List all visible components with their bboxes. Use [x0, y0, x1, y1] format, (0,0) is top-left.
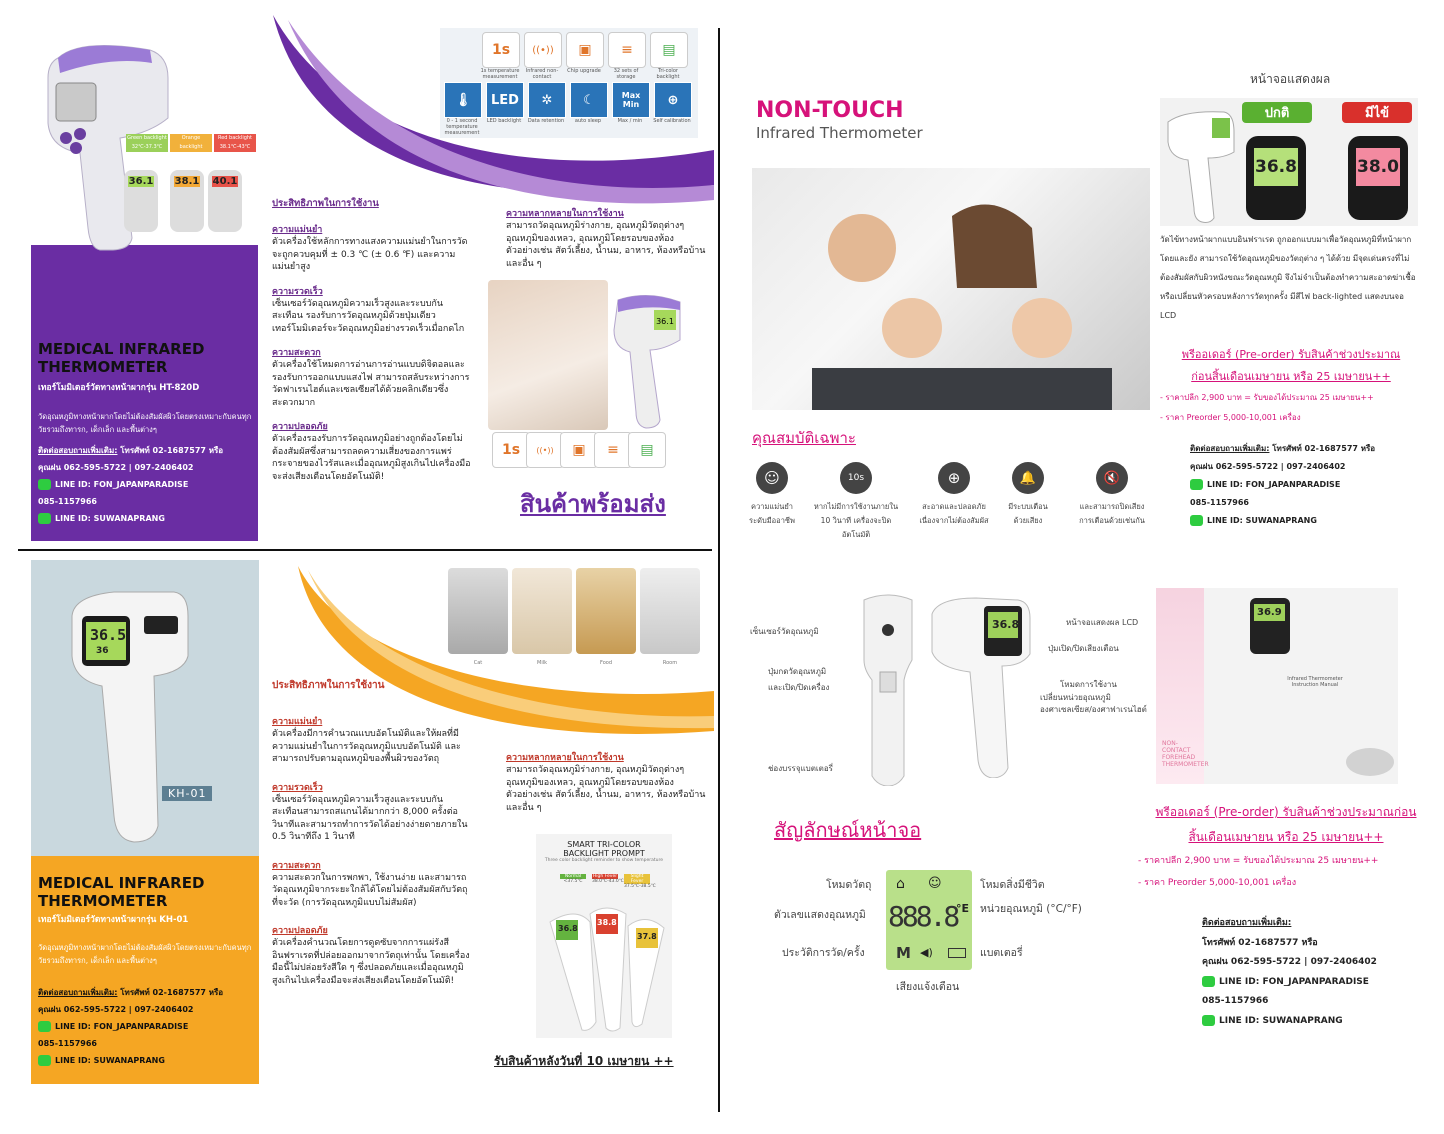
- contact-block: ติดต่อสอบถามเพิ่มเติม: โทรศัพท์ 02-1687577 หรือ คุณฝน 062-595-5722 | 097-2406402 LINE ID: FON_JAPANPARADISE 085-1157966 LINE ID: SUWANAPRANG: [1190, 444, 1376, 525]
- efficiency-sections: ความแม่นยำ ตัวเครื่องใช้หลักการทางแสงความแม่นยำในการวัดจะถูกควบคุมที่ ± 0.3 ℃ (± 0.6 ℉) และความแม่นยำสูง ความรวดเร็ว เซ็นเซอร์วัดอุณหภูมิความเร็วสูงและระบบกันสะเทือน รองรับการวัดอุณหภูมิด้วยปุ่มเดียว เทอร์โมมิเตอร์จะวัดอุณหภูมิอย่างรวดเร็วเมื่อกดไก ความสะดวก ตัวเครื่องใช้โหมดการอ่านการอ่านแบบดิจิตอลและรองรับการออกแบบแสงไฟ สามารถสลับระหว่างการวัดฟาเรนไฮต์และเซลเซียสได้ด้วยคลิกเดียวซึ่งสะดวกมาก ความปลอดภัย ตัวเครื่องรองรับการวัดอุณหภูมิอย่างถูกต้องโดยไม่ต้องสัมผัสซึ่งสามารถลดความเสี่ยงของการแพร่กระจายของไวรัสและเมื่ออุณหภูมิสูงเกินไปเครื่องมือจะส่งเสียงเตือนโดยอัตโนมัติ!: [272, 225, 471, 482]
- thermometer-side-image: [1164, 102, 1236, 224]
- line-icon: [38, 513, 51, 524]
- photo-room: [640, 568, 700, 654]
- one-second-icon: 1s: [492, 432, 530, 468]
- backlight-level-red: Red backlight 38.1℃-43℃: [214, 134, 256, 152]
- led-icon: LED: [486, 82, 524, 118]
- symbol-label-right: โหมดสิ่งมีชีวิต: [980, 879, 1045, 891]
- chip-icon: ▣: [560, 432, 598, 468]
- features-title: คุณสมบัติเฉพาะ: [752, 429, 856, 447]
- efficiency-heading: ประสิทธิภาพในการใช้งาน: [272, 198, 379, 209]
- variety-block: ความหลากหลายในการใช้งาน สามารถวัดอุณหภูมิร่างกาย, อุณหภูมิวัตถุต่างๆ อุณหภูมิของเหลว, อุณหภูมิโดยรอบของห้อง ตัวอย่างเช่น สัตว์เลี้ยง, น้ำนม, อาหาร, ห้องหรือบ้าน และอื่น ๆ: [506, 209, 706, 269]
- mute-icon: 🔇: [1096, 462, 1128, 494]
- photo-cat: [448, 568, 508, 654]
- storage-icon: ≡: [608, 32, 646, 68]
- thermometer-gun-side-image: [608, 290, 688, 430]
- variety-block: ความหลากหลายในการใช้งาน สามารถวัดอุณหภูมิร่างกาย, อุณหภูมิวัตถุต่างๆ อุณหภูมิของเหลว, อุณหภูมิโดยรอบของห้อง ตัวอย่างเช่น สัตว์เลี้ยง, น้ำนม, อาหาร, ห้องหรือบ้าน และอื่น ๆ: [506, 753, 706, 813]
- symbol-label-bottom: เสียงแจ้งเตือน: [896, 981, 960, 993]
- model-tag: KH-01: [162, 786, 212, 801]
- person-icon: ☺: [928, 876, 942, 891]
- thermometer-kh01-image: [54, 576, 194, 846]
- product-title: MEDICAL INFRARED THERMOMETER: [38, 874, 205, 910]
- calibration-icon: ⊕: [654, 82, 692, 118]
- screen-reading: 36.5: [90, 626, 127, 644]
- product-title: MEDICAL INFRARED THERMOMETER: [38, 340, 205, 376]
- icon-caption: Max / min: [617, 118, 643, 124]
- page-divider-horizontal: [18, 549, 712, 551]
- efficiency-heading: ประสิทธิภาพในการใช้งาน: [272, 680, 385, 691]
- line-icon: [1202, 1015, 1215, 1026]
- clean-icon: ⊕: [938, 462, 970, 494]
- tricolor-card: SMART TRI-COLOR BACKLIGHT PROMPT Three color backlight reminder to show temperature: [536, 834, 672, 1038]
- flyer-ht820d: [18, 10, 714, 545]
- icon-caption: Data retention: [527, 118, 565, 124]
- auto-off-icon: 10s: [840, 462, 872, 494]
- feature-caption: ความแม่นยำ ระดับมืออาชีพ: [749, 502, 795, 525]
- line-icon: [1202, 976, 1215, 987]
- contact-block: ติดต่อสอบถามเพิ่มเติม: โทรศัพท์ 02-1687577 หรือ คุณฝน 062-595-5722 | 097-2406402 LINE ID: FON_JAPANPARADISE 085-1157966 LINE ID: SUWANAPRANG: [1202, 918, 1377, 1026]
- product-subtitle: เทอร์โมมิเตอร์วัดทางหน้าผากรุ่น HT-820D: [38, 383, 200, 393]
- symbol-label-right: แบตเตอรี่: [980, 947, 1023, 959]
- photo-caption: Room: [662, 660, 678, 666]
- product-desc: วัดไข้ทางหน้าผากแบบอินฟราเรด ถูกออกแบบมาเพื่อวัดอุณหภูมิที่หน้าผากโดยและยัง สามารถใช้วัดอุณหภูมิของวัตถุต่าง ๆ ได้ด้วย มีจุดเด่นตรงที่ไม่ต้องสัมผัสกับผิวหนังขณะวัดอุณหภูมิ จึงไม่จำเป็นต้องทำความสะอาดฆ่าเชื้อ หรือเปลี่ยนหัวครอบหลังการวัดทุกครั้ง มีสีไฟ back-lighted แสดงบนจอ LCD: [1160, 235, 1416, 320]
- tricolor-icon: ▤: [628, 432, 666, 468]
- feature-caption: มีระบบเตือน ด้วยเสียง: [1008, 502, 1048, 525]
- line-icon: [38, 479, 51, 490]
- preorder-block: พรีออเดอร์ (Pre-order) รับสินค้าช่วงประมาณ ก่อนสิ้นเดือนเมษายน หรือ 25 เมษายน++ - ราคาปลีก 2,900 บาท = รับของได้ประมาณ 25 เมษายน++ - ราคา Preorder 5,000-10,001 เครื่อง: [1160, 348, 1401, 422]
- photo-caption: Food: [600, 660, 612, 666]
- flyer-parts-and-symbols: [730, 580, 1434, 1120]
- receive-date-label: รับสินค้าหลังวันที่ 10 เมษายน ++: [494, 1054, 674, 1068]
- tri-screen-red: 38.8: [597, 918, 617, 927]
- infrared-icon: ((•)): [526, 432, 564, 468]
- photo-food: [576, 568, 636, 654]
- icon-caption: LED backlight: [486, 118, 522, 124]
- fever-label: มีไข้: [1342, 102, 1412, 123]
- page-divider-vertical: [718, 28, 720, 1112]
- ready-to-ship-label: สินค้าพร้อมส่ง: [520, 490, 666, 518]
- thermometer-icon: 🌡: [444, 82, 482, 118]
- box-side-text: NON-CONTACT FOREHEAD THERMOMETER: [1162, 740, 1209, 768]
- flyer-non-touch: [730, 60, 1430, 540]
- thermometer-front-image: [926, 592, 1036, 778]
- storage-icon: ≡: [594, 432, 632, 468]
- parts-labels-right: หน้าจอแสดงผล LCD: [1066, 618, 1139, 627]
- battery-icon: [948, 948, 966, 958]
- accuracy-icon: ☺: [756, 462, 788, 494]
- infrared-icon: ((•)): [524, 32, 562, 68]
- line-icon: [1190, 515, 1203, 526]
- tri-level-slight: Slight Fever 37.5℃-38.5℃: [624, 874, 656, 889]
- lcd-unit: °E: [956, 902, 970, 915]
- flyer-kh01: [18, 556, 714, 1096]
- bell-icon: 🔔: [1012, 462, 1044, 494]
- product-desc: วัดอุณหภูมิทางหน้าผากโดยไม่ต้องสัมผัสผิวโดยตรงเหมาะกับคนทุกวัยรวมถึงทารก, เด็กเล็ก และพื้นต่างๆ: [38, 412, 252, 434]
- symbols-title: สัญลักษณ์หน้าจอ: [774, 818, 922, 842]
- tri-level-high: High Fever 38.0℃-43.0℃: [592, 874, 624, 884]
- screen-normal: 36.8: [1246, 136, 1306, 220]
- line-icon: [38, 1055, 51, 1066]
- symbol-label-left: โหมดวัตถุ: [826, 879, 872, 891]
- backlight-level-green: Green backlight 32℃-37.3℃: [127, 135, 167, 150]
- icon-caption: auto sleep: [574, 118, 602, 124]
- box-manual-text: Infrared Thermometer Instruction Manual: [1287, 676, 1343, 688]
- family-photo: [752, 168, 1150, 410]
- icon-caption: Chip upgrade: [567, 68, 601, 74]
- mother-baby-photo: [488, 280, 608, 430]
- screen-red: 40.1: [208, 170, 242, 232]
- efficiency-sections: ความแม่นยำ ตัวเครื่องมีการคำนวณแบบอัตโนมัติและให้ผลที่มีความแม่นยำในการวัดอุณหภูมิแบบอัตโนมัติ และสามารถปรับตามอุณหภูมิของพื้นผิวของวัตถุ ความรวดเร็ว เซ็นเซอร์วัดอุณหภูมิความเร็วสูงและระบบกันสะเทือนสามารถสแกนได้มากกว่า 8,000 ครั้งต่อวินาทีและสามารถทำการวัดได้อย่างง่ายดายภายใน 0.5 วินาทีถึง 1 วินาที ความสะดวก ความสะดวกในการพกพา, ใช้งานง่าย และสามารถวัดอุณหภูมิจากระยะใกล้ได้โดยไม่ต้องสัมผัสกับวัตถุที่จะวัด (การวัดอุณหภูมิแบบไม่สัมผัส) ความปลอดภัย ตัวเครื่องคำนวณโดยการดูดซับจากการแผ่รังสีอินฟราเรดที่ปล่อยออกมาจากวัตถุเท่านั้น โดยเครื่องมือนี้ไม่ปล่อยรังสีใด ๆ ซึ่งปลอดภัยและเมื่ออุณหภูมิสูงเกินไปเครื่องมือจะส่งเสียงเตือนโดยอัตโนมัติ!: [272, 717, 470, 986]
- sleep-icon: ☾: [570, 82, 608, 118]
- contact-block: ติดต่อสอบถามเพิ่มเติม: โทรศัพท์ 02-1687577 หรือ คุณฝน 062-595-5722 | 097-2406402 LINE ID: FON_JAPANPARADISE 085-1157966 LINE ID: SUWANAPRANG: [38, 446, 224, 523]
- product-subtitle: เทอร์โมมิเตอร์วัดทางหน้าผากรุ่น KH-01: [38, 915, 189, 925]
- parts-labels-left: ปุ่มกดวัดอุณหภูมิ และเปิด/ปิดเครื่อง: [768, 667, 830, 692]
- icon-caption: 0 - 1 second temperature measurement: [444, 118, 480, 136]
- data-retention-icon: ✲: [528, 82, 566, 118]
- photo-caption: Milk: [537, 660, 547, 666]
- normal-label: ปกติ: [1242, 102, 1312, 123]
- lcd-memory: M: [896, 944, 911, 962]
- one-second-icon: 1s: [482, 32, 520, 68]
- thermometer-back-image: [858, 590, 918, 786]
- photo-caption: Cat: [473, 660, 483, 666]
- box-screen: 36.9: [1254, 604, 1285, 621]
- screen-reading: 36.8: [992, 618, 1020, 631]
- tri-screen-yellow: 37.8: [637, 932, 657, 941]
- parts-labels-right: โหมดการใช้งาน: [1060, 680, 1117, 689]
- photo-milk: [512, 568, 572, 654]
- backlight-level-orange: Orange backlight 37.4℃-38℃: [170, 134, 212, 152]
- tri-screen-green: 36.8: [558, 924, 578, 933]
- symbol-label-left: ประวัติการวัด/ครั้ง: [782, 947, 865, 959]
- product-title: NON-TOUCH: [756, 98, 904, 123]
- home-icon: ⌂: [896, 876, 905, 892]
- screen-orange: 38.1: [170, 170, 204, 232]
- speaker-icon: ◀): [920, 946, 933, 959]
- symbol-label-right: หน่วยอุณหภูมิ (°C/°F): [980, 903, 1082, 915]
- parts-labels-right: ปุ่มเปิด/ปิดเสียงเตือน: [1048, 644, 1119, 653]
- max-min-icon: Max Min: [612, 82, 650, 118]
- tricolor-icon: ▤: [650, 32, 688, 68]
- icon-caption: Self calibration: [653, 118, 691, 124]
- product-desc: วัดอุณหภูมิทางหน้าผากโดยไม่ต้องสัมผัสผิวโดยตรงเหมาะกับคนทุกวัยรวมถึงทารก, เด็กเล็ก และพื้นต่างๆ: [38, 943, 252, 965]
- screen-fever: 38.0: [1348, 136, 1408, 220]
- display-label: หน้าจอแสดงผล: [1250, 72, 1331, 86]
- icon-caption: 1s temperature measurement: [480, 68, 520, 80]
- screen-reading-small: 36: [96, 646, 109, 656]
- parts-labels-right: เปลี่ยนหน่วยอุณหภูมิ องศาเซลเซียส/องศาฟาเรนไฮต์: [1040, 693, 1147, 714]
- icon-caption: Infrared non-contact: [525, 68, 559, 80]
- symbol-label-left: ตัวเลขแสดงอุณหภูมิ: [774, 909, 866, 921]
- tri-level-normal: Normal <37.5℃: [560, 874, 586, 884]
- parts-labels-left: ช่องบรรจุแบตเตอรี่: [768, 764, 833, 773]
- parts-labels-left: เซ็นเซอร์วัดอุณหภูมิ: [750, 627, 819, 636]
- chip-icon: ▣: [566, 32, 604, 68]
- line-icon: [38, 1021, 51, 1032]
- svg-text:36.1: 36.1: [656, 317, 674, 326]
- feature-caption: และสามารถปิดเสียง การเตือนด้วยเช่นกัน: [1079, 502, 1145, 525]
- lcd-digits: 888.8: [888, 900, 958, 933]
- line-icon: [1190, 479, 1203, 490]
- screen-green: 36.1: [124, 170, 158, 232]
- product-subtitle: Infrared Thermometer: [756, 124, 923, 142]
- preorder-block: พรีออเดอร์ (Pre-order) รับสินค้าช่วงประมาณก่อน สิ้นเดือนเมษายน หรือ 25 เมษายน++ - ราคาปลีก 2,900 บาท = รับของได้ประมาณ 25 เมษายน++ - ราคา Preorder 5,000-10,001 เครื่อง: [1138, 805, 1417, 888]
- feature-caption: หากไม่มีการใช้งานภายใน 10 วินาที เครื่องจะปิดอัตโนมัติ: [813, 502, 899, 539]
- feature-caption: สะอาดและปลอดภัย เนื่องจากไม่ต้องสัมผัส: [919, 502, 989, 525]
- icon-caption: 32 sets of storage: [613, 68, 639, 80]
- contact-block: ติดต่อสอบถามเพิ่มเติม: โทรศัพท์ 02-1687577 หรือ คุณฝน 062-595-5722 | 097-2406402 LINE ID: FON_JAPANPARADISE 085-1157966 LINE ID: SUWANAPRANG: [38, 988, 224, 1065]
- icon-caption: Tri-color backlight: [656, 68, 680, 80]
